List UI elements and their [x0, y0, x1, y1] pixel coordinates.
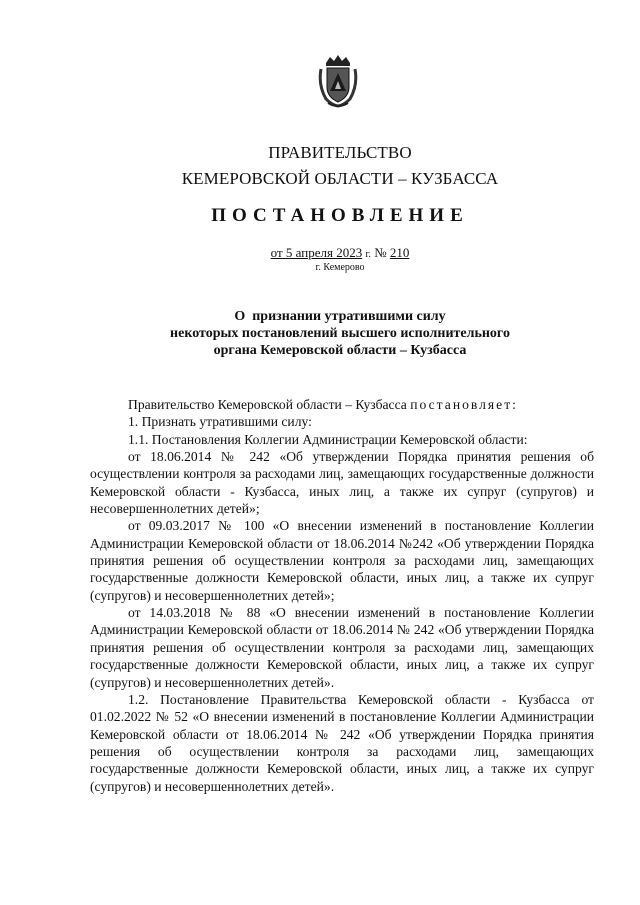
title-line: О признании утратившими силу: [234, 309, 446, 324]
list-item: от 18.06.2014 № 242 «Об утверждении Порядка принятия решения об осуществлении контроля за расходами лиц, замещающих государственные должности Кемеровской области - Кузбасса, иных лиц, а также их супруг (супругов) и несовершеннолетних детей»;: [90, 449, 594, 517]
intro-paragraph: [90, 396, 594, 413]
document-date: 5 апреля 2023: [285, 245, 363, 260]
paragraph-1-1: 1.1. Постановления Коллегии Администрации Кемеровской области:: [128, 431, 528, 447]
title-line: некоторых постановлений высшего исполнительного: [170, 326, 510, 341]
list-item: от 09.03.2017 № 100 «О внесении изменений в постановление Коллегии Администрации Кемеровской области от 18.06.2014 №242 «Об утверждении Порядка принятия решения об осуществлении контроля за расходами лиц, замещающих государственные должности Кемеровской области, иных лиц, а также их супруг (супругов) и несовершеннолетних детей»;: [90, 518, 594, 603]
paragraph-1-2: 1.2. Постановление Правительства Кемеровской области - Кузбасса от 01.02.2022 № 52 «О внесении изменений в постановление Коллегии Администрации Кемеровской области от 18.06.2014 № 242 «Об утверждении Порядка принятия решения об осуществлении контроля за расходами лиц, замещающих государственные должности Кемеровской области, иных лиц, а также их супруг (супругов) и несовершеннолетних детей».: [90, 691, 594, 794]
year-abbr: г.: [365, 249, 371, 260]
date-prefix: от: [270, 245, 283, 260]
intro-text: Правительство Кемеровской области – Кузбасса: [128, 397, 411, 412]
date-number-line: [0, 245, 640, 261]
document-body: [90, 396, 594, 795]
government-name-line2: КЕМЕРОВСКОЙ ОБЛАСТИ – КУЗБАССА: [181, 169, 499, 188]
list-item: от 14.03.2018 № 88 «О внесении изменений в постановление Коллегии Администрации Кемеровской области от 18.06.2014 № 242 «Об утверждении Порядка принятия решения об осуществлении контроля за расходами лиц, замещающих государственные должности Кемеровской области, иных лиц, а также их супруг (супругов) и несовершеннолетних детей».: [90, 605, 594, 690]
document-type-heading: ПОСТАНОВЛЕНИЕ: [211, 205, 469, 226]
government-name-line1: ПРАВИТЕЛЬСТВО: [268, 143, 412, 162]
number-sign: №: [374, 245, 387, 260]
city-name: г. Кемерово: [315, 262, 365, 273]
intro-spaced-word: постановляет: [410, 397, 513, 412]
coat-of-arms-icon: [318, 55, 358, 109]
title-line: органа Кемеровской области – Кузбасса: [213, 343, 467, 358]
document-number: 210: [389, 245, 410, 260]
paragraph-1: 1. Признать утратившими силу:: [128, 414, 312, 430]
intro-colon: :: [512, 397, 516, 412]
document-title: [0, 308, 640, 359]
